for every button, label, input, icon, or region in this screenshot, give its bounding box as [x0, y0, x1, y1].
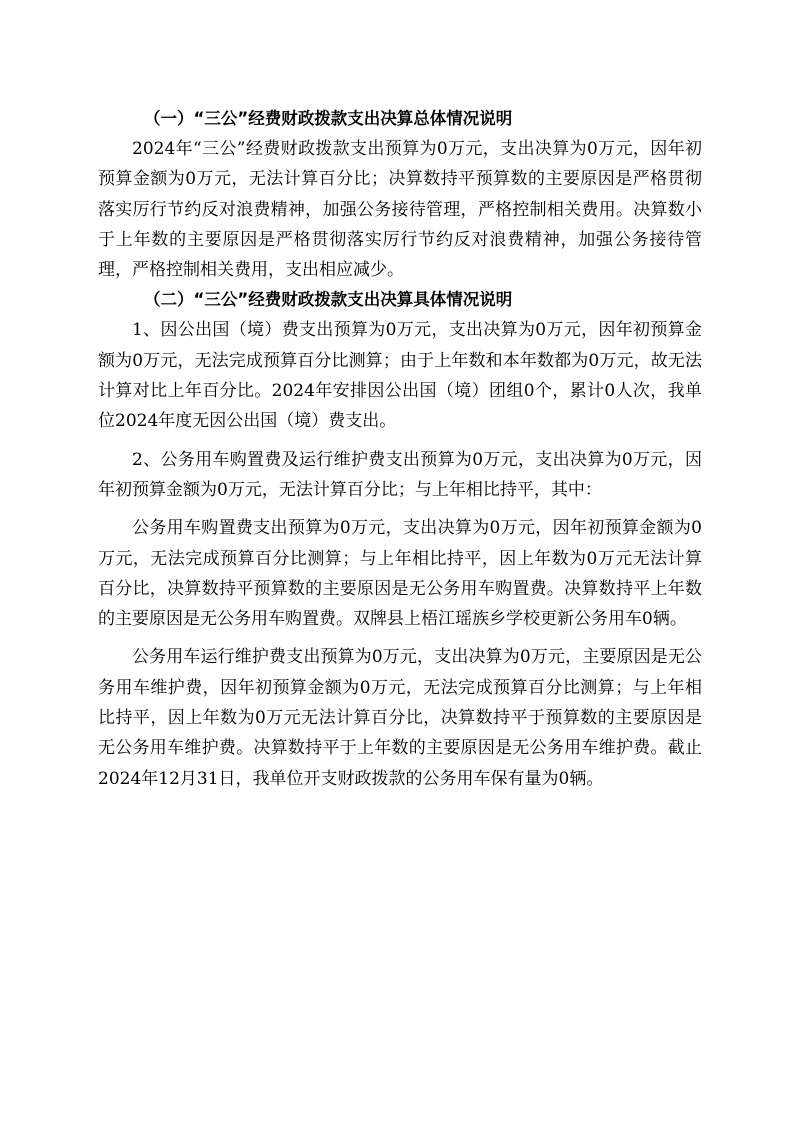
section-1-heading: （一）“三公”经费财政拨款支出决算总体情况说明 [144, 109, 513, 128]
section-2-paragraph-2: 2、公务用车购置费及运行维护费支出预算为0万元，支出决算为0万元，因年初预算金额为0万元，无法计算百分比；与上年相比持平，其中： [98, 449, 702, 500]
section-2-paragraph-4: 公务用车运行维护费支出预算为0万元，支出决算为0万元，主要原因是无公务用车维护费，因年初预算金额为0万元，无法完成预算百分比测算；与上年相比持平，因上年数为0万元无法计算百分比，决算数持平于预算数的主要原因是无公务用车维护费。决算数持平于上年数的主要原因是无公务用车维护费。截止2024年12月31日，我单位开支财政拨款的公务用车保有量为0辆。 [98, 647, 702, 789]
section-2-heading: （二）“三公”经费财政拨款支出决算具体情况说明 [144, 290, 513, 310]
section-1-paragraph-1: 2024年“三公”经费财政拨款支出预算为0万元，支出决算为0万元，因年初预算金额为0万元，无法计算百分比；决算数持平预算数的主要原因是严格贯彻落实厉行节约反对浪费精神，加强公务接待管理，严格控制相关费用。决算数小于上年数的主要原因是严格贯彻落实厉行节约反对浪费精神，加强公务接待管理，严格控制相关费用，支出相应减少。 [98, 139, 702, 281]
document-page [98, 104, 702, 794]
section-2-paragraph-3: 公务用车购置费支出预算为0万元，支出决算为0万元，因年初预算金额为0万元，无法完成预算百分比测算；与上年相比持平，因上年数为0万元无法计算百分比，决算数持平预算数的主要原因是无公务用车购置费。决算数持平上年数的主要原因是无公务用车购置费。双牌县上梧江瑶族乡学校更新公务用车0辆。 [98, 518, 702, 630]
section-2-paragraph-1: 1、因公出国（境）费支出预算为0万元，支出决算为0万元，因年初预算金额为0万元，无法完成预算百分比测算；由于上年数和本年数都为0万元，故无法计算对比上年百分比。2024年安排因公出国（境）团组0个，累计0人次，我单位2024年度无因公出国（境）费支出。 [98, 320, 702, 432]
